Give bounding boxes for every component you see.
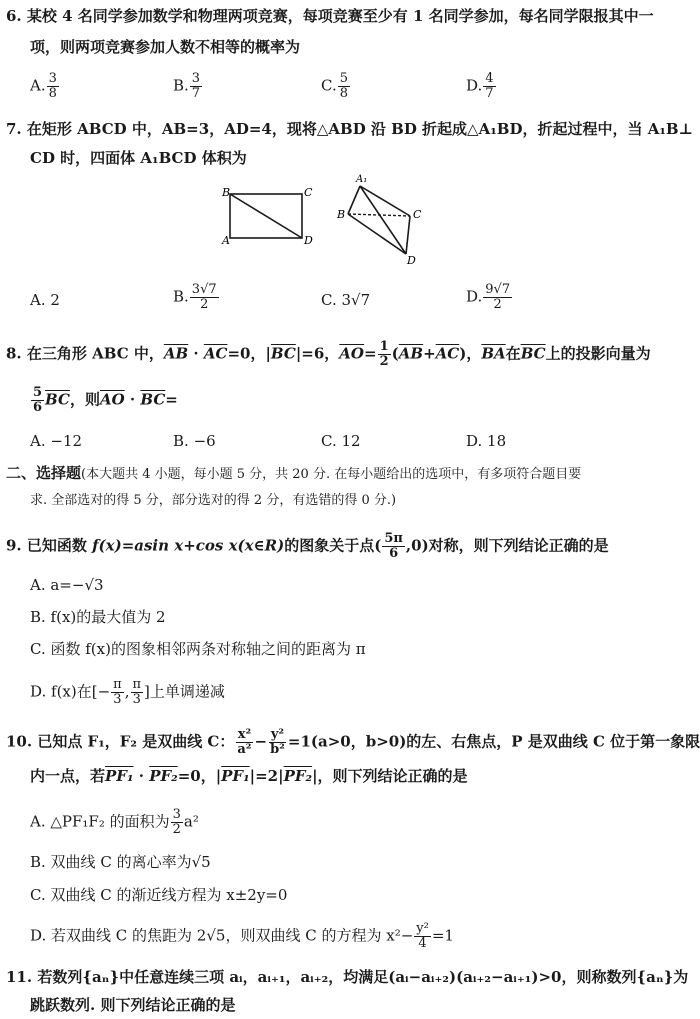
q9-line1: 9. 已知函数 f(x)=asin x+cos x(x∈R)的图象关于点( $\frac{5\pi}{6}$ ,0)对称，则下列结论正确的是 [6,531,609,561]
q7-line1: 7. 在矩形 ABCD 中，AB=3，AD=4，现将△ABD 沿 BD 折起成△A₁BD，折起过程中，当 A₁B⊥ [6,120,693,138]
q6-option-d: D. $\frac{4}{7}$ [466,71,494,101]
q9-option-c: C. 函数 f(x)的图象相邻两条对称轴之间的距离为 π [30,640,366,658]
q8-line2: $\frac{5}{6}$ $\overline{BC}$，则$\overline{AO} \cdot \overline{BC}=$ [33,385,178,415]
tetrahedron-figure [334,172,430,266]
q7-option-c: C. 3√7 [321,291,371,309]
q8-option-a: A. −12 [30,432,83,450]
fig2-label-c: C [413,208,422,221]
fig1-label-d: D [304,234,313,247]
q7-option-a: A. 2 [30,291,60,309]
q7-option-d: D. $\frac{9√7}{2}$ [466,282,511,312]
q6-line2: 项，则两项竞赛参加人数不相等的概率为 [30,38,301,56]
q7-line2: CD 时，四面体 A₁BCD 体积为 [30,149,247,167]
q9-option-d: D. f(x)在[− $\frac{\pi}{3}$ , $\frac{\pi}{3}$ ]上单调递减 [30,677,225,707]
q10-option-a: A. △PF₁F₂ 的面积为 $\frac{3}{2}$ a² [30,807,199,837]
q10-line1: 10. 已知点 F₁，F₂ 是双曲线 C： $\frac{\text{x²}}{\text{a²}}$ − $\frac{\text{y²}}{\text{b²}}$ =1(a>0，b>0)的左、右焦点，P 是双曲线 C 位于第一象限 [6,727,700,757]
q7-option-b: B. $\frac{3√7}{2}$ [173,282,217,312]
q9-option-a: A. a=−√3 [30,576,104,594]
fig1-label-b: B [222,186,231,199]
q8-option-b: B. −6 [173,432,216,450]
q11-line1: 11. 若数列{aₙ}中任意连续三项 aᵢ，aᵢ₊₁，aᵢ₊₂，均满足(aᵢ−aᵢ₊₂)(aᵢ₊₂−aᵢ₊₁)>0，则称数列{aₙ}为 [6,968,689,986]
q8-option-c: C. 12 [321,432,361,450]
q10-option-c: C. 双曲线 C 的渐近线方程为 x±2y=0 [30,886,288,904]
q10-option-b: B. 双曲线 C 的离心率为√5 [30,853,211,871]
fig1-label-c: C [304,186,313,199]
q6-option-c: C. $\frac{5}{8}$ [321,71,348,101]
section2-line1: 二、选择题(本大题共 4 小题，每小题 5 分，共 20 分. 在每小题给出的选项中，有多项符合题目要 [6,464,582,482]
fig1-label-a: A [222,234,230,247]
fig2-label-b: B [337,208,346,221]
fig2-label-d: D [407,254,416,267]
q6-line1: 6. 某校 4 名同学参加数学和物理两项竞赛，每项竞赛至少有 1 名同学参加，每名同学限报其中一 [6,7,654,25]
q8-line1: 8. 在三角形 ABC 中，$\overline{AB} \cdot \overline{AC}=0$，$|\overline{BC}|=6$，$\overline{AO}=$ $\frac{1}{2}$ $(\overline{AB}+\overline{AC})$，$\overline{BA}$在$\overline{BC}$上的投影向量为 [6,339,651,369]
q10-option-d: D. 若双曲线 C 的焦距为 2√5，则双曲线 C 的方程为 x²− $\frac{\text{y²}}{4}$ =1 [30,921,454,951]
q6-option-b: B. $\frac{3}{7}$ [173,71,201,101]
fig2-label-a1: A₁ [356,174,368,185]
rectangle-figure [218,182,318,250]
q10-line2: 内一点，若PF₁ · PF₂=0，|PF₁|=2|PF₂|，则下列结论正确的是 [30,767,468,785]
q11-line2: 跳跃数列. 则下列结论正确的是 [30,996,236,1014]
section2-line2: 求. 全部选对的得 5 分，部分选对的得 2 分，有选错的得 0 分.) [30,493,397,508]
q6-option-a: A. $\frac{3}{8}$ [30,71,57,101]
q9-option-b: B. f(x)的最大值为 2 [30,608,166,626]
q8-option-d: D. 18 [466,432,507,450]
